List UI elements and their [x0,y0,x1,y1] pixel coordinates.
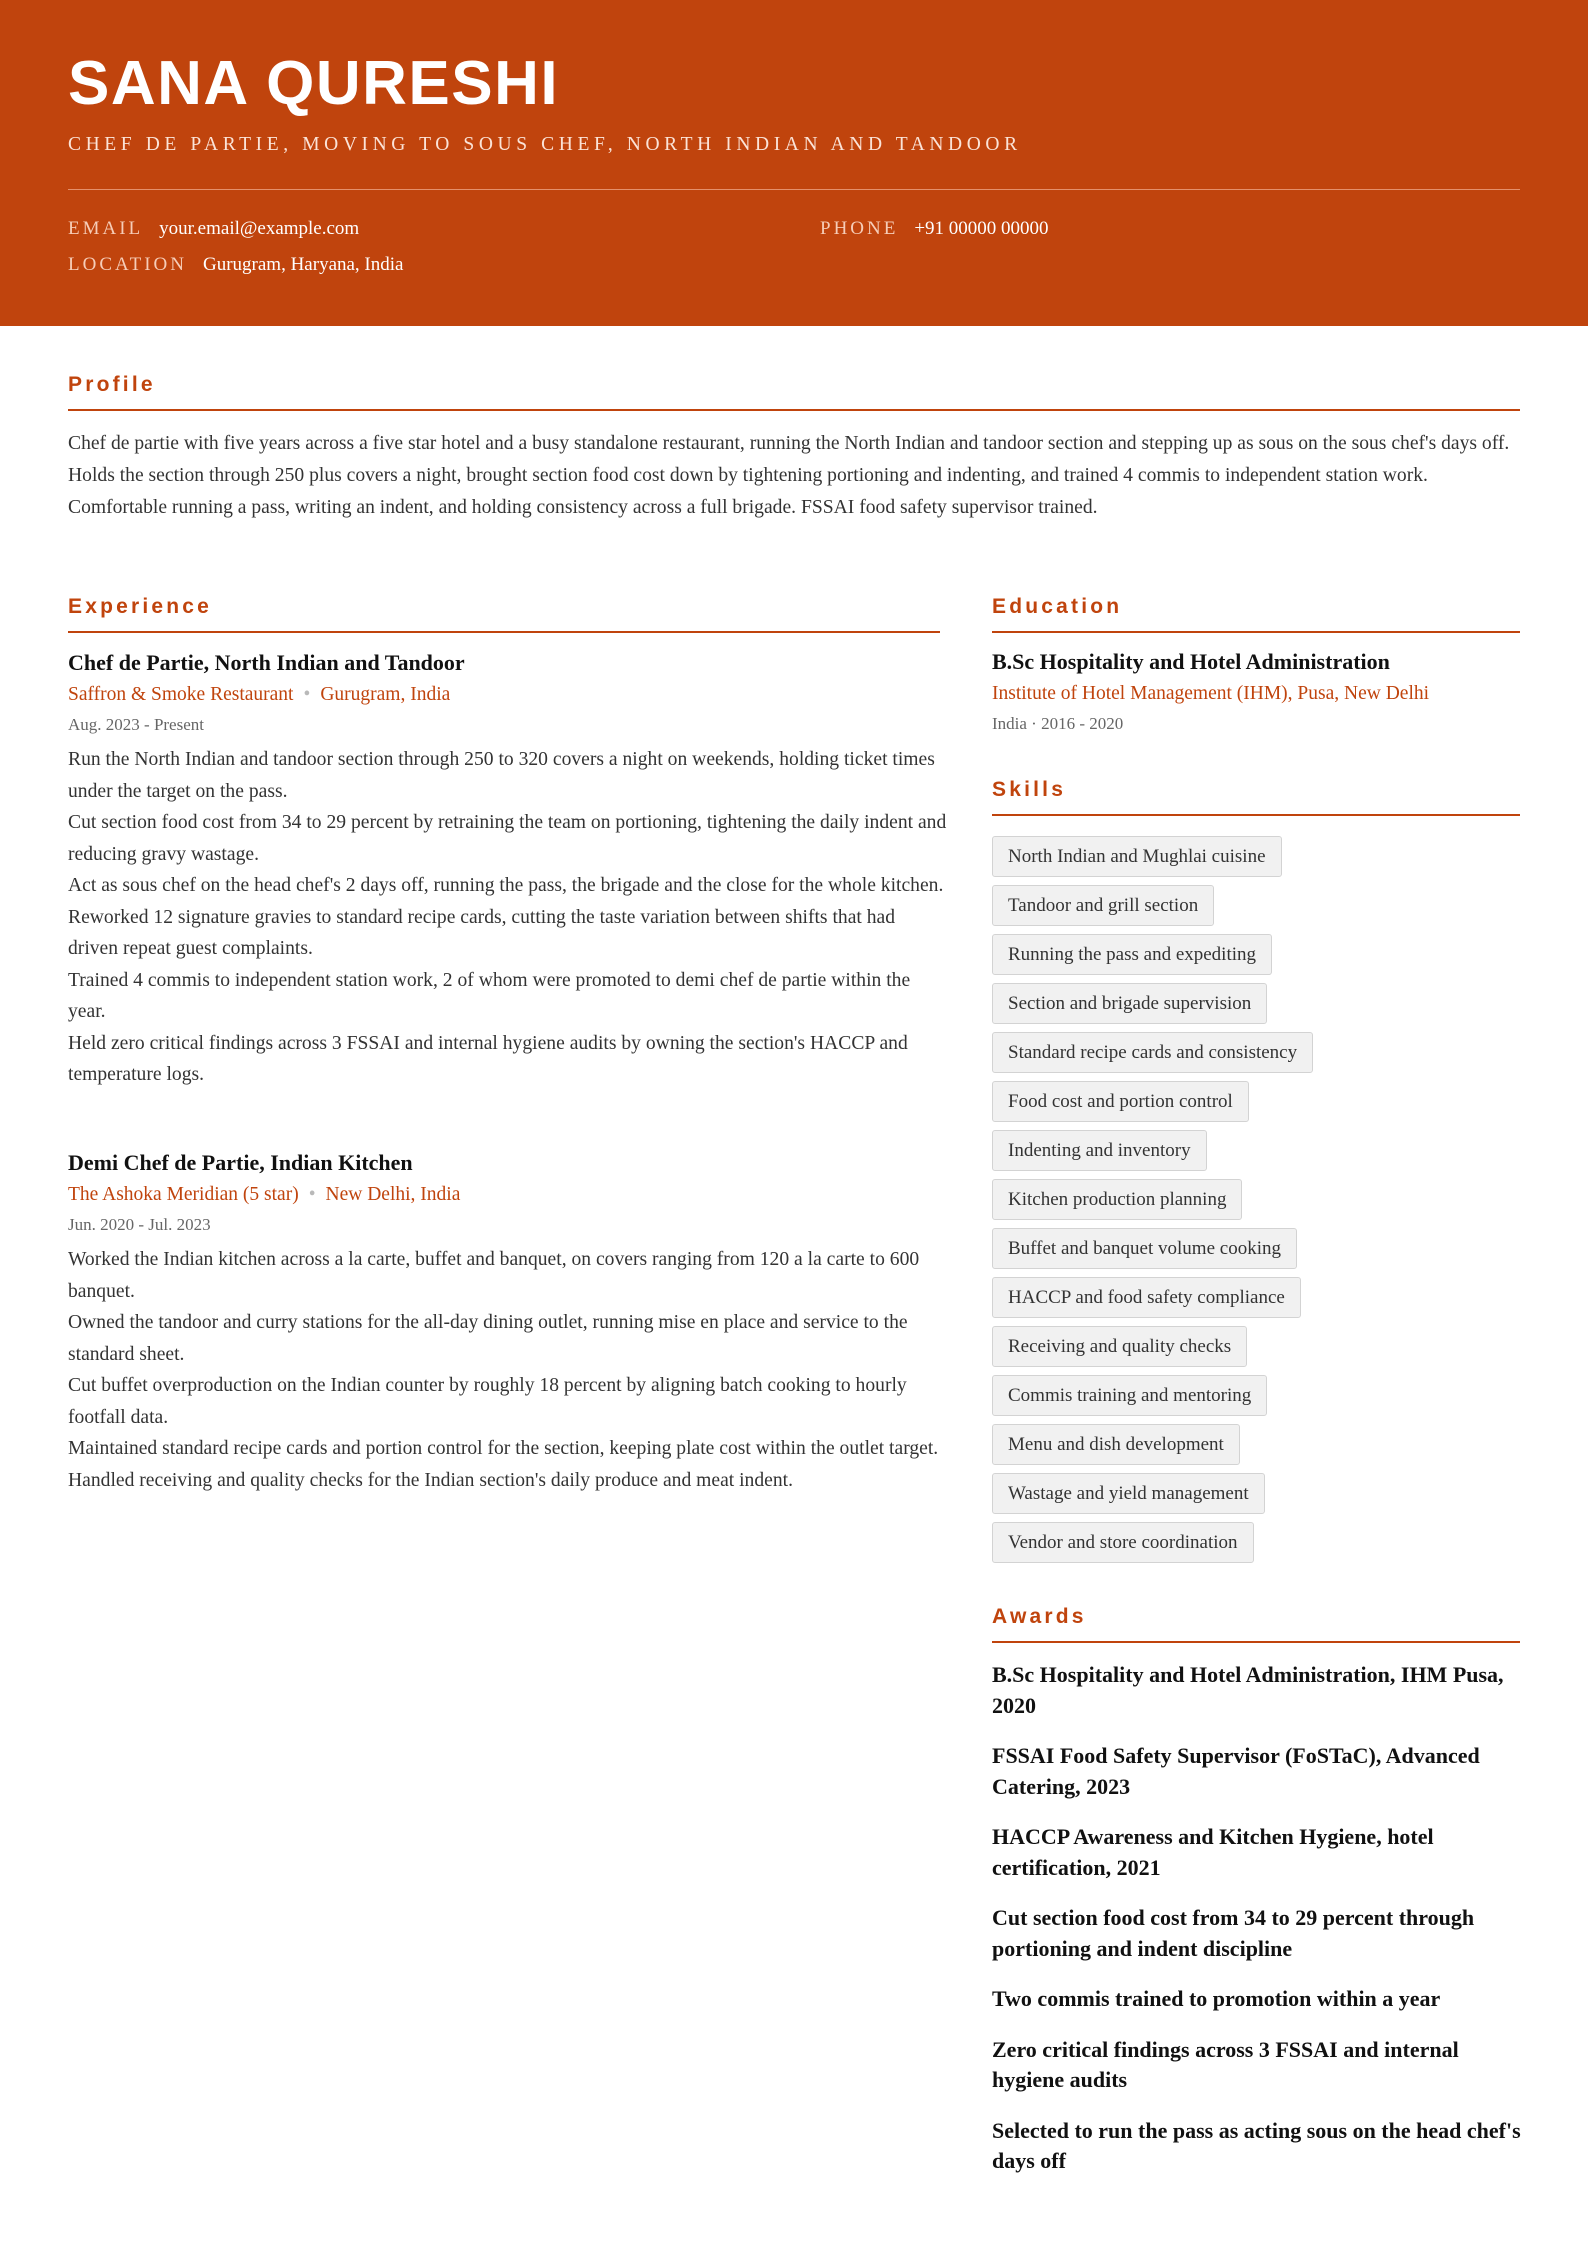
experience-entry [68,1148,948,1496]
candidate-name: SANA QURESHI [68,49,560,118]
skill-chip: Standard recipe cards and consistency [992,1032,1313,1073]
profile-summary: Chef de partie with five years across a five star hotel and a busy standalone restaurant, running the North Indian and tandoor section and stepping up as sous on the sous chef's days off. Holds the section through 250 plus covers a night, brought section food cost down by tightening portioning and indenting, and trained 4 commis to independent station work. Comfortable running a pass, writing an indent, and holding consistency across a full brigade. FSSAI food safety supervisor trained. [68,433,1510,518]
skill-chip: North Indian and Mughlai cuisine [992,836,1282,877]
job-company: Saffron & Smoke Restaurant [68,684,294,705]
award-item: FSSAI Food Safety Supervisor (FoSTaC), Advanced Catering, 2023 [992,1743,1480,1799]
education-rule [992,631,1520,633]
separator-dot: • [308,1184,316,1205]
job-bullet: Trained 4 commis to independent station work, 2 of whom were promoted to demi chef de partie within the year. [68,969,911,1022]
education-degree: B.Sc Hospitality and Hotel Administration [992,649,1390,674]
job-bullet: Worked the Indian kitchen across a la carte, buffet and banquet, on covers ranging from 120 a la carte to 600 banquet. [68,1249,920,1302]
location-value: Gurugram, Haryana, India [203,254,404,275]
phone-value[interactable]: +91 00000 00000 [914,218,1049,239]
award-item: Zero critical findings across 3 FSSAI and internal hygiene audits [992,2036,1459,2092]
job-location: Gurugram, India [320,684,451,705]
job-bullet: Handled receiving and quality checks for the Indian section's daily produce and meat indent. [68,1469,793,1491]
job-bullet: Cut buffet overproduction on the Indian counter by roughly 18 percent by aligning batch cooking to hourly footfall data. [68,1375,907,1428]
skill-chip: Section and brigade supervision [992,983,1267,1024]
job-bullet: Held zero critical findings across 3 FSSAI and internal hygiene audits by owning the section's HACCP and temperature logs. [68,1032,908,1085]
skills-heading: Skills [992,778,1067,801]
skill-chip: Commis training and mentoring [992,1375,1267,1416]
skill-chip: HACCP and food safety compliance [992,1277,1301,1318]
header-divider [68,189,1520,190]
award-item: Cut section food cost from 34 to 29 percent through portioning and indent discipline [992,1905,1475,1961]
job-meta [68,678,948,712]
skill-chip: Receiving and quality checks [992,1326,1247,1367]
awards-list [992,1660,1532,2197]
job-bullets [68,1244,948,1496]
award-item: B.Sc Hospitality and Hotel Administration, IHM Pusa, 2020 [992,1662,1504,1718]
job-dates: Jun. 2020 - Jul. 2023 [68,1215,211,1234]
experience-rule [68,631,940,633]
job-meta [68,1178,948,1212]
skill-chip: Running the pass and expediting [992,934,1272,975]
education-heading: Education [992,595,1123,618]
skill-chip: Buffet and banquet volume cooking [992,1228,1297,1269]
awards-heading: Awards [992,1605,1087,1628]
resume-header [0,0,1588,326]
job-title: Chef de Partie, North Indian and Tandoor [68,650,465,675]
education-school: Institute of Hotel Management (IHM), Pusa, New Delhi [992,683,1430,704]
profile-heading: Profile [68,373,156,396]
separator-dot: • [303,684,311,705]
education-dates: India · 2016 - 2020 [992,714,1124,733]
skill-chip: Kitchen production planning [992,1179,1242,1220]
skill-chip: Indenting and inventory [992,1130,1207,1171]
job-company: The Ashoka Meridian (5 star) [68,1184,299,1205]
contact-email [68,216,359,242]
education-entry [992,647,1532,737]
skill-chip: Menu and dish development [992,1424,1240,1465]
job-bullet: Owned the tandoor and curry stations for the all-day dining outlet, running mise en place and service to the standard sheet. [68,1312,908,1365]
job-location: New Delhi, India [325,1184,461,1205]
job-title: Demi Chef de Partie, Indian Kitchen [68,1150,413,1175]
award-item: Selected to run the pass as acting sous on the head chef's days off [992,2117,1521,2173]
experience-entry [68,648,948,1091]
job-bullet: Maintained standard recipe cards and portion control for the section, keeping plate cost within the outlet target. [68,1438,939,1459]
job-bullet: Reworked 12 signature gravies to standard recipe cards, cutting the taste variation between shifts that had driven repeat guest complaints. [68,906,896,959]
email-label: EMAIL [68,218,144,239]
award-item: HACCP Awareness and Kitchen Hygiene, hotel certification, 2021 [992,1824,1434,1880]
job-bullets [68,744,948,1091]
skill-chip: Food cost and portion control [992,1081,1249,1122]
experience-heading: Experience [68,595,213,618]
contact-phone [820,216,1049,242]
email-value[interactable]: your.email@example.com [159,218,360,239]
award-item: Two commis trained to promotion within a year [992,1986,1441,2011]
job-bullet: Cut section food cost from 34 to 29 percent by retraining the team on portioning, tightening the daily indent and reducing gravy wastage. [68,812,947,865]
job-bullet: Act as sous chef on the head chef's 2 days off, running the pass, the brigade and the close for the whole kitchen. [68,875,944,896]
phone-label: PHONE [820,218,899,239]
job-dates: Aug. 2023 - Present [68,715,204,734]
skill-chip: Wastage and yield management [992,1473,1265,1514]
skill-chip: Vendor and store coordination [992,1522,1254,1563]
skills-rule [992,814,1520,816]
contact-location [68,252,403,278]
awards-rule [992,1641,1520,1643]
skill-chip: Tandoor and grill section [992,885,1214,926]
location-label: LOCATION [68,254,187,275]
candidate-tagline: CHEF DE PARTIE, MOVING TO SOUS CHEF, NORTH INDIAN AND TANDOOR [68,134,1022,155]
job-bullet: Run the North Indian and tandoor section through 250 to 320 covers a night on weekends, holding ticket times under the target on the pass. [68,749,935,802]
profile-rule [68,409,1520,411]
